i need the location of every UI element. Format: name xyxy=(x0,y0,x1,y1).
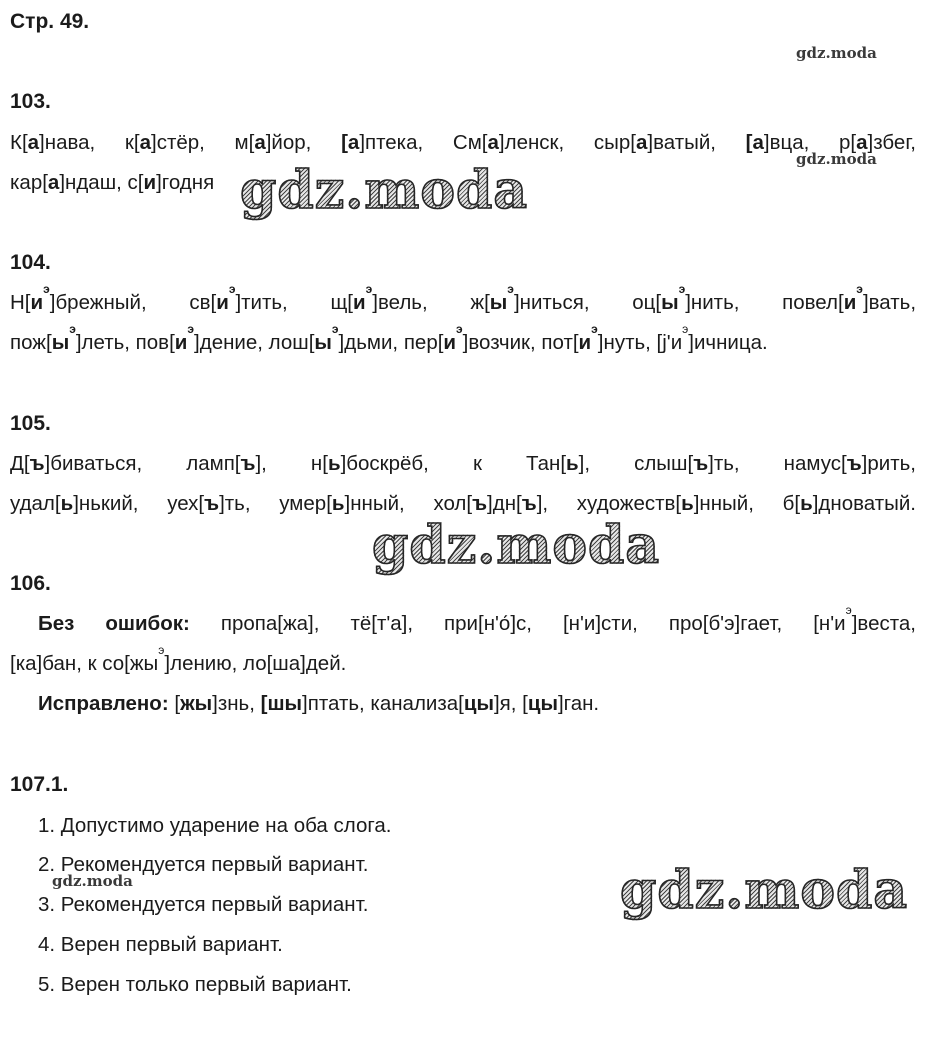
list-item: 5. Верен только первый вариант. xyxy=(38,973,352,996)
exercise-text-line: удал[ь]нький, уех[ъ]ть, умер[ь]нный, хол[ъ]дн[ъ], художеств[ь]нный, б[ь]дноватый. xyxy=(10,492,916,515)
label-corrected: Исправлено: xyxy=(38,692,169,715)
watermark-small: gdz.moda xyxy=(796,44,877,62)
list-item: 2. Рекомендуется первый вариант. xyxy=(38,853,369,876)
exercise-text-line: $пож[ы^э]леть$, $пов[и^э]дение$, $лош[ы^э]дьми$, $пер[и^э]возчик$, $пот[и^э]нуть$, $[j'и^э]ичница$. xyxy=(10,322,768,354)
list-item: 1. Допустимо ударение на оба слога. xyxy=(38,814,392,837)
exercise-number: 106. xyxy=(10,572,51,595)
exercise-number: 104. xyxy=(10,251,51,274)
watermark-large: gdz.moda xyxy=(620,860,909,921)
page-title: Стр. 49. xyxy=(10,10,90,33)
watermark-large: gdz.moda xyxy=(240,160,529,221)
list-item: 3. Рекомендуется первый вариант. xyxy=(38,893,369,916)
exercise-number: 107.1. xyxy=(10,773,69,796)
exercise-text-line: [ка]бан, к $со[жы^э]лению$, ло[ша]дей. xyxy=(10,643,347,675)
exercise-number: 103. xyxy=(10,90,51,113)
exercise-text-line: К[а]нава, к[а]стёр, м[а]йор, [а]птека, См[а]ленск, сыр[а]ватый, [а]вца, р[а]збег, xyxy=(10,131,916,154)
exercise-text-line: кар[а]ндаш, с[и]годня xyxy=(10,171,215,194)
watermark-large: gdz.moda xyxy=(372,515,661,576)
watermark-small: gdz.moda xyxy=(796,150,877,168)
exercise-text-line: Без ошибок: пропа[жа], тё[т'а], при[н'о́]с, [н'и]сти, про[б'э]гает, $[н'и^э]веста$, xyxy=(38,603,916,635)
exercise-text-line: Исправлено: [жы]знь, [шы]птать, канализа[цы]я, [цы]ган. xyxy=(38,692,600,715)
exercise-text-line: $Н[и^э]брежный$, $св[и^э]тить$, $щ[и^э]вель$, $ж[ы^э]ниться$, $оц[ы^э]нить$, $повел[и^э]вать$, xyxy=(10,282,917,314)
label-no-errors: Без ошибок: xyxy=(38,612,190,635)
watermark-small: gdz.moda xyxy=(52,872,133,890)
list-item: 4. Верен первый вариант. xyxy=(38,933,283,956)
exercise-number: 105. xyxy=(10,412,51,435)
exercise-text-line: Д[ъ]биваться, ламп[ъ], н[ь]боскрёб, к Тан[ь], слыш[ъ]ть, намус[ъ]рить, xyxy=(10,452,916,475)
